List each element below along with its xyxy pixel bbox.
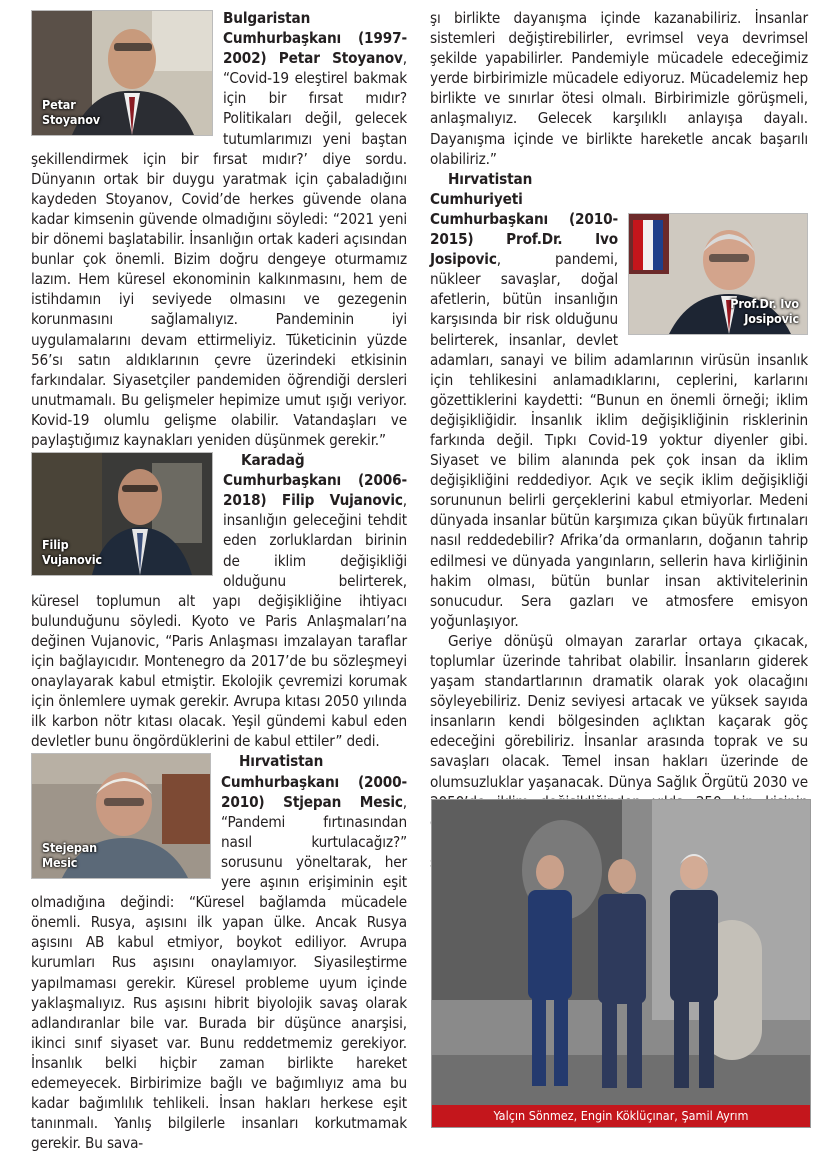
right-column [430, 8, 808, 872]
speaker-heading: Hırvatistan Cumhuriyeti Cumhurbaşkanı (2010-2015) Prof.Dr. Ivo Josipovic [430, 169, 618, 269]
photo-filip-vujanovic [31, 452, 213, 576]
group-photo-image-icon [432, 800, 810, 1105]
photo-caption: Filip Vujanovic [42, 537, 102, 568]
paragraph-mesic-continued: şı birlikte dayanışma içinde kazanabiliriz. İnsanlar sistemleri değiştirebilirler, evrimsel veya devrimsel şekilde yapabilirler. Pandemiyle mücadele edeceğimiz yerde birbirimizle mücadele ediyoruz. Mücadelemiz hep birlikte ve sınırlar ötesi olmalı. Birbirimizle görüşmeli, anlaşmalıyız. Gelecek karşılıklı anlayışa dayalı. Dayanışma içinde ve birlikte hareketle ancak başarılı olabiliriz.” [430, 9, 808, 168]
paragraph-text: , “Covid-19 eleştirel bakmak için bir fırsat mıdır? Politikaları değil, gelecek tutumlarımızı yeni baştan şekillendirmek için bir fırsat mıdır?’ diye sordu. Dünyanın ortak bir duygu yaratmak için çabaladığını kaydeden Stoyanov, Covid’de herkes güvende olana kadar kimsenin güvende olmadığını söyledi: “2021 yeni bir dönemi başlatabilir. İnsanlığın ortak kaderi açısından bunlar çok önemli. Bizim doğru dengeye oturmamız lazım. Hem küresel ekonominin kalkınmasını, hem de istihdamın iyi seviyede olmasını ve gezegenin korunmasını sağlamalıyız. Pandeminin iyi uygulamalarını devam ettirmeliyiz. Tüketicinin yüzde 56’sı satın aldıklarının çevre üzerindeki etkisinin farkındalar. Siyasetçiler pandemiden öğrendiği dersleri unutmamalı. Bu gelişmeler hepimize umut ışığı veriyor. Kovid-19 olumlu gelişme olabilir. Vatandaşları ve paylaştığımız kaynakları yeniden düşünmek gerekir.” [31, 49, 407, 449]
photo-petar-stoyanov [31, 10, 213, 136]
photo-ivo-josipovic [628, 213, 808, 335]
group-photo-caption: Yalçın Sönmez, Engin Köklüçınar, Şamil Ayrım [432, 1105, 810, 1127]
photo-caption: Stejepan Mesic [42, 840, 98, 871]
photo-caption: Petar Stoyanov [42, 97, 100, 127]
speaker-heading: Bulgaristan Cumhurbaşkanı (1997-2002) Petar Stoyanov [223, 9, 407, 68]
paragraph-text: , “Pandemi fırtınasından nasıl kurtulacağız?” sorusunu yöneltarak, her yere aşının erişiminin eşit olmadığına değindi: “Küresel bağlamda mücadele önemli. Rusya, aşısını ilk yapan ülke. Ancak Rusya aşısını AB kabul etmiyor, boykot ediliyor. Avrupa kurumları Rus aşısını onaylamıyor. Siyasileştirme yapılmaması gerekir. Küresel probleme uyum içinde yaklaşmalıyız. Rus aşısını hibrit biyolojik savaş olarak adlandıranlar bile var. Burada bir düşünce anarşisi, ikinci sınıf siyaset var. Bunu reddetmemiz gerekiyor. İnsanlık belki hiçbir zaman birlikte hareket edemeyecek. Birbirimize bağlı ve bağımlıyız ama bu kadar bağımlılık tehlikeli. İnsan hakları herkese eşit tanınmalı. Yanlış bilgilerle insanları korkutmamak gerekir. Bu sava- [31, 792, 407, 1153]
speaker-heading: Hırvatistan Cumhurbaşkanı (2000-2010) Stjepan Mesic [221, 752, 407, 811]
left-column [31, 8, 407, 1153]
paragraph-climate: Geriye dönüşü olmayan zararlar ortaya çıkacak, toplumlar üzerinde tahribat olabilir. İnsanların giderek yaşam standartlarının dramatik olarak yok olacağını söyleyebiliriz. Deniz seviyesi artacak ve yüksek sayıda insanların kendi bölgesinden açlıktan kaçarak göç edeceğini görebiliriz. İnsanlar arasında toprak ve su savaşları olacak. Temel insan hakları üzerinde de olumsuzluklar yaşanacak. Dünya Sağlık Örgütü 2030 ve [430, 631, 808, 791]
paragraph-text: , insanlığın geleceğini tehdit eden zorluklardan birinin de iklim değişikliği olduğunu belirterek, küresel toplumun alt yapı değişikliğine ihtiyacı bulunduğunu söyledi. Kyoto ve Paris Anlaşmaları’na değinen Vujanovic, “Paris Anlaşması imzalayan taraflar için bağlayıcıdır. Montenegro da 2017’de bu sözleşmeyi onaylayarak kabul etmiştir. Ekolojik çevremizi korumak için önlemlere uymak gerekir. Avrupa kıtası 2050 yılında ilk karbon nötr kıtası olacak. Yeşil gündemi kabul eden devletler bunu öngördüklerini de kabul ettiler” dedi. [31, 491, 407, 751]
photo-caption: Prof.Dr. Ivo Josipovic [730, 295, 799, 326]
speaker-heading: Karadağ Cumhurbaşkanı (2006-2018) Filip Vujanovic [223, 451, 407, 510]
photo-stjepan-mesic [31, 753, 211, 879]
group-photo [431, 799, 811, 1128]
paragraph-text: , pandemi, nükleer savaşlar, doğal afetlerin, bütün insanlığın karşısında bir risk olduğunu belirterek, insanlar, devlet adamları, sanayi ve bilim adamlarının virüsün insanlık için tehlikesini anlamadıklarını, ceplerini, karlarını gözettiklerini kaydetti: “Bunun en önemli örneği; iklim değişikliğidir. İnsanlık iklim değişikliğinin risklerinin farkında değil. Tıpkı Covid-19 yoktur diyenler gibi. Siyaset ve bilim alanında pek çok insan da iklim değişikliğini reddediyor. Açık ve seçik iklim değişikliği sorununun belirli gerçeklerini kabul etmiyorlar. Medeni dünyada insanlar bütün karşımıza çıkan büyük fırtınaları nasıl reddedebilir? Afrika’da ormanların, doğanın tahrip edilmesi ve dünyada yangınların, sellerin hava kirliğinin hakim olması, bütün bunlar insan aktivitelerinin sonucudur. Sera gazları ve atmosfere emisyon yoğunlaşıyor. [430, 250, 808, 630]
